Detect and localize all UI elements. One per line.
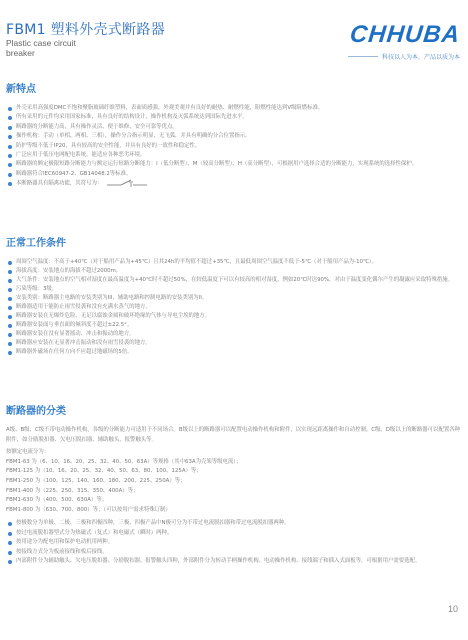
- rating-line: FBM1-125 为（10、16、20、25、32、40、50、63、80、100、125A）等；: [6, 468, 202, 475]
- list-item: 按接线方式分为板前接线和板后接线。: [6, 548, 462, 557]
- list-item: 广泛应用于低压电网配电系统，能适应各种恶劣环境。: [6, 151, 462, 160]
- page-header: [6, 22, 462, 70]
- rating-line: FBM1-63 为（6、10、16、20、25、32、40、50、63A）等规格（其中63A为壳架等级电流）；: [6, 458, 242, 465]
- list-item: 断路器符合IEC60947-2、GB14048.2等标准。: [6, 170, 462, 179]
- list-item: 安装类别：断路器主电路的安装类别为III，辅助电路和控制电路的安装类别为II。: [6, 294, 462, 303]
- list-item: 按过电流脱扣器型式分为热磁式（复式）和电磁式（瞬时）两种。: [6, 529, 462, 538]
- list-item: 断路器安装在无爆炸危险、无足以腐蚀金属和破坏绝缘的气体与导电尘埃的地方。: [6, 312, 462, 321]
- conditions-section: [6, 238, 462, 357]
- brand-logo: CHHUBA: [348, 21, 462, 48]
- list-item: 断路器的额定极限短路分断能力与额定运行短路分断能力：I（低分断型）、M（较高分断型）、H（高分断型），可根据用户选择合适的分断能力，实现系统的选择性保护。: [6, 160, 462, 169]
- list-item: 污染等级：3级。: [6, 285, 462, 294]
- brand-slogan: 科技以人为本，产品以质为本: [381, 54, 460, 61]
- page-title: FBM1 塑料外壳式断路器: [6, 22, 165, 38]
- list-item: 按用途分为配电用和保护电动机用两种。: [6, 538, 462, 547]
- rating-line: FBM1-400 为（225、250、315、350、400A）等；: [6, 487, 139, 494]
- slogan-divider: [348, 56, 378, 57]
- list-item: 按极数分为单极、二极、三极和四极四种，三极、四极产品中N极可分为不带过电流脱扣器和带过电流脱扣器两种。: [6, 519, 462, 528]
- list-item: 周围空气温度：不高于+40℃（对于船用产品为+45℃）且其24h的平均值不超过+35℃，且最低周围空气温度不低于-5℃（对于船用产品为-10℃）。: [6, 258, 462, 267]
- features-title: 新特点: [6, 84, 36, 95]
- features-list: [6, 104, 462, 189]
- conditions-list: [6, 258, 462, 357]
- classification-title: 断路器的分类: [6, 406, 66, 417]
- features-section: [6, 84, 462, 189]
- page-subtitle-en-1: Plastic case circuit: [6, 38, 76, 48]
- rating-line: FBM1-630 为（400、500、630A）等；: [6, 497, 108, 504]
- conditions-title: 正常工作条件: [6, 238, 66, 249]
- slogan-row: [348, 52, 460, 61]
- list-item: 操作机构：手动（单相、两相、三相），操作分合指示明显，无飞弧，并具有明确的分合位置指示。: [6, 132, 462, 141]
- list-item: 断路器的分断能力高，具有操作灵活、便于维修、安全可靠等优点。: [6, 123, 462, 132]
- classification-intro: A级、B级、C级不带电动操作机构，各级的分断能力可适用于不同场合。B级以上的断路器可以配置电动操作机构和附件，以实现远距离操作和自动控制。C级、D级以上的断路器可以配置各种附件，如分励脱扣器、欠电压脱扣器、辅助触头、报警触头等。: [6, 427, 461, 443]
- list-item: 断路器安装在没有显著摇动、冲击和振动的地方。: [6, 330, 462, 339]
- list-item: 大气条件：安装地点的空气相对湿度在最高温度为+40℃时不超过50%，在较低温度下可以有较高的相对湿度，例如20℃时达90%，对由于温度变化偶尔产生的凝露应采取特殊措施。: [6, 276, 462, 285]
- page-subtitle-en-2: breaker: [6, 48, 35, 58]
- list-item: 所有采用的元件均采用国家标准，具有良好的结构设计，操作机构及灭弧系统达到国际先进水平。: [6, 113, 462, 122]
- list-item: 断路器应安装在无显著冲击振动和没有雨雪侵袭的地方。: [6, 339, 462, 348]
- classification-list: [6, 519, 462, 566]
- list-item: 内部附件分为辅助触头、欠电压脱扣器、分励脱扣器、报警触头四种，外部附件分为转动手柄操作机构、电动操作机构、接线端子和插入式面板等，可根据用户需要选配。: [6, 557, 462, 566]
- rating-line: FBM1-800 为（630、700、800）等；（可以按用户需求特殊订制）: [6, 506, 171, 513]
- list-item: 防护等级不低于IP20，具有较高的安全性能，并具有良好的一致性和稳定性。: [6, 142, 462, 151]
- page-number: 10: [447, 604, 458, 614]
- list-item: 断路器安装面与垂直面的倾斜度不超过±22.5°。: [6, 321, 462, 330]
- list-item: 外壳采用高强度DMC不饱和聚脂玻璃纤维塑料，表面质感强，外观美观并有良好的耐热、耐燃性能，阻燃性能达到V级阻燃标准。: [6, 104, 462, 113]
- isolation-switch-symbol-icon: [107, 179, 147, 187]
- list-item: 海拔高度：安装地点的海拔不超过2000m。: [6, 267, 462, 276]
- ratings-heading: 按额定电流分为：: [6, 449, 50, 456]
- list-item: 断路器外磁场在任何方向不应超过地磁场的5倍。: [6, 348, 462, 357]
- brand-block: [348, 22, 460, 61]
- rating-line: FBM1-250 为（100、125、140、160、180、200、225、250A）等；: [6, 477, 186, 484]
- isolation-text: 本断路器具有隔离功能，其符号为：: [16, 180, 103, 187]
- list-item: 断路器适用于能防止雨雪侵袭和没有充满水蒸气的地方。: [6, 303, 462, 312]
- classification-section: [6, 406, 462, 566]
- list-item: [6, 179, 462, 189]
